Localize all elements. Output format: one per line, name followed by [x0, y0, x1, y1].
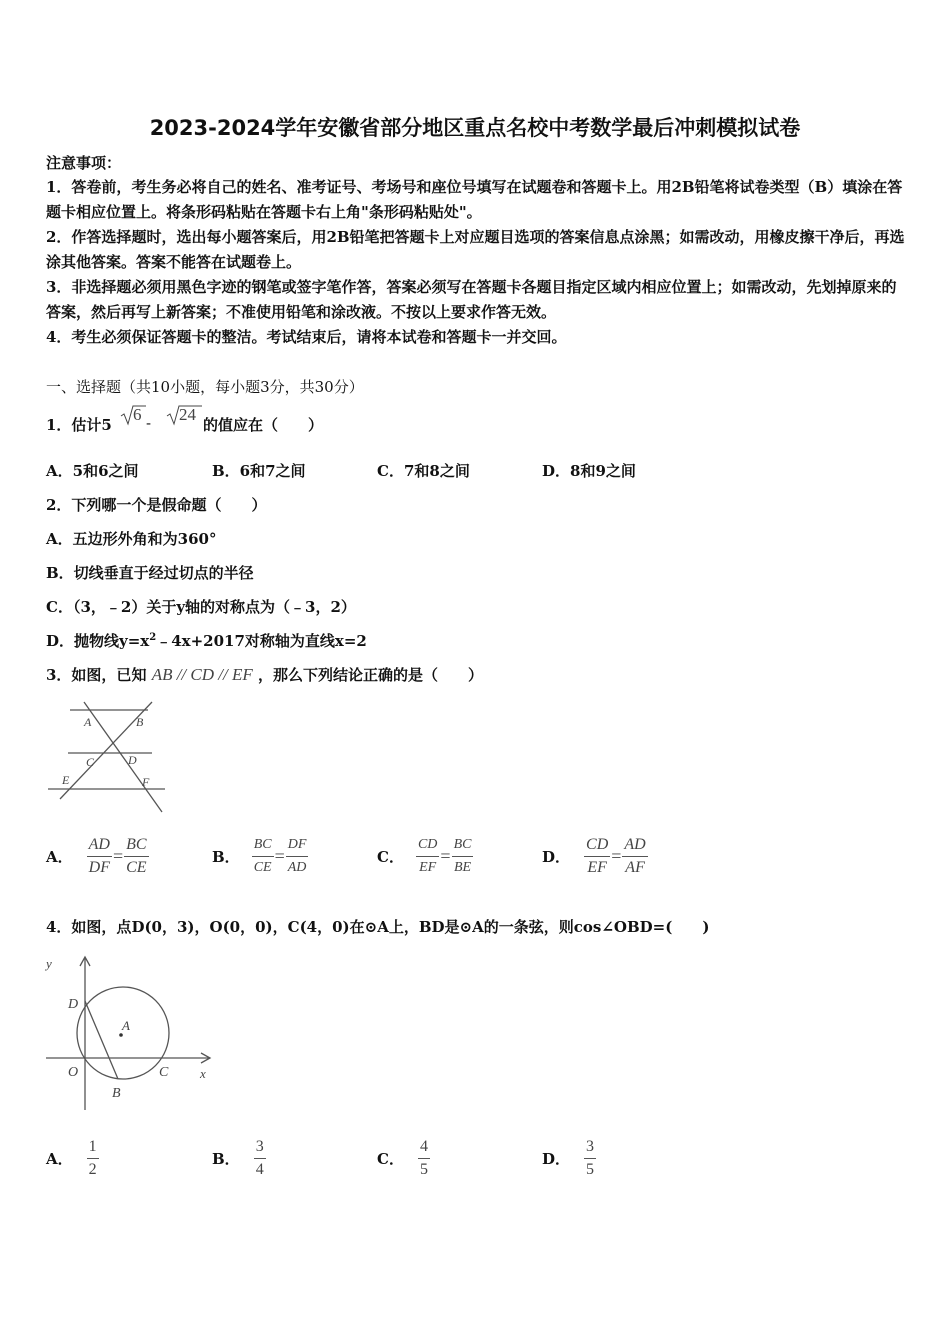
label-o: O: [68, 1065, 79, 1080]
numerator: BC: [452, 834, 474, 857]
fraction: [254, 1136, 266, 1181]
chord-bd: [85, 1001, 118, 1079]
equals-sign: =: [274, 845, 285, 866]
label-d: D: [128, 753, 137, 767]
denominator: DF: [88, 858, 110, 876]
q1-option-a[interactable]: A．5和6之间: [46, 462, 139, 480]
option-label: D．: [542, 847, 571, 866]
section-heading: 一、选择题（共10小题，每小题3分，共30分）: [46, 378, 364, 396]
numerator: DF: [286, 834, 309, 857]
denominator: 4: [255, 1160, 264, 1178]
q2-option-d-exponent: 2: [149, 632, 157, 643]
question-3-stem: [46, 664, 483, 685]
q1-minus: -: [146, 414, 152, 432]
transversal-ad: [84, 702, 162, 812]
fraction: [124, 834, 148, 879]
equals-sign: =: [112, 845, 124, 866]
question-2-stem: 2．下列哪一个是假命题（ ）: [46, 496, 267, 514]
numerator: BC: [124, 834, 148, 857]
denominator: CE: [253, 859, 272, 875]
q2-option-d-prefix: D．抛物线y=x: [46, 632, 150, 650]
denominator: EF: [587, 858, 607, 876]
option-label: C．: [377, 847, 404, 866]
denominator: BE: [453, 859, 472, 875]
q3-suffix: ，那么下列结论正确的是（ ）: [257, 666, 483, 684]
q2-option-d[interactable]: [46, 630, 367, 651]
option-label: B．: [212, 847, 240, 866]
q2-option-d-suffix: ﹣4x+2017对称轴为直线x=2: [156, 632, 367, 650]
label-e: E: [62, 773, 70, 787]
q1-option-c[interactable]: C．7和8之间: [377, 462, 470, 480]
notes-heading: 注意事项：: [46, 154, 122, 172]
q4-option-a[interactable]: [46, 1134, 99, 1182]
label-x: x: [200, 1066, 206, 1081]
fraction: [87, 1136, 99, 1181]
circle-a: [77, 987, 169, 1079]
numerator: CD: [416, 834, 439, 857]
q3-prefix: 3．如图，已知: [46, 666, 147, 684]
option-label: C．: [377, 1149, 404, 1168]
denominator: EF: [419, 859, 437, 875]
fraction: [87, 834, 112, 879]
q3-option-d[interactable]: [542, 832, 648, 880]
denominator: 2: [88, 1160, 97, 1178]
note-item-4: 4．考生必须保证答题卡的整洁。考试结束后，请将本试卷和答题卡一并交回。: [46, 328, 567, 346]
label-f: F: [142, 775, 150, 789]
denominator: 5: [586, 1160, 595, 1178]
label-d: D: [68, 997, 79, 1012]
fraction: [252, 834, 274, 879]
fraction: [416, 834, 439, 879]
fraction: [286, 834, 309, 879]
option-label: A．: [46, 847, 73, 866]
fraction: [584, 1136, 596, 1181]
numerator: BC: [252, 834, 274, 857]
q1-suffix: 的值应在（ ）: [203, 416, 324, 434]
denominator: 5: [419, 1160, 428, 1178]
numerator: 4: [418, 1136, 430, 1159]
fraction: [452, 834, 474, 879]
q2-option-a[interactable]: A．五边形外角和为360°: [46, 530, 217, 548]
denominator: CE: [126, 858, 147, 876]
q3-option-a[interactable]: [46, 832, 149, 880]
fraction: [418, 1136, 430, 1181]
q3-option-c[interactable]: [377, 832, 473, 880]
q1-option-d[interactable]: D．8和9之间: [542, 462, 636, 480]
q4-option-b[interactable]: [212, 1134, 266, 1182]
q3-option-b[interactable]: [212, 832, 308, 880]
equals-sign: =: [611, 845, 622, 866]
label-b: B: [112, 1086, 121, 1101]
q3-figure: [44, 698, 170, 818]
q4-option-d[interactable]: [542, 1134, 596, 1182]
q1-radicand-2: 24: [179, 405, 196, 424]
label-a: A: [122, 1018, 130, 1033]
q1-radicand-1: 6: [133, 405, 142, 424]
q1-option-b[interactable]: B．6和7之间: [212, 462, 306, 480]
fraction: [584, 834, 610, 879]
label-c: C: [159, 1065, 169, 1080]
option-label: B．: [212, 1149, 240, 1168]
q4-figure: [42, 952, 218, 1114]
q2-option-b[interactable]: B．切线垂直于经过切点的半径: [46, 564, 254, 582]
note-item-1: 1．答卷前，考生务必将自己的姓名、准考证号、考场号和座位号填写在试题卷和答题卡上。用2B铅笔将试卷类型（B）填涂在答题卡相应位置上。将条形码粘贴在答题卡右上角"条形码粘贴处"。: [46, 178, 903, 221]
note-item-2: 2．作答选择题时，选出每小题答案后，用2B铅笔把答题卡上对应题目选项的答案信息点涂黑；如需改动，用橡皮擦干净后，再选涂其他答案。答案不能答在试题卷上。: [46, 228, 905, 271]
equals-sign: =: [440, 845, 451, 866]
numerator: 3: [254, 1136, 266, 1159]
page-title: 2023-2024学年安徽省部分地区重点名校中考数学最后冲刺模拟试卷: [149, 116, 801, 140]
numerator: AD: [87, 834, 112, 857]
option-label: D．: [542, 1149, 571, 1168]
denominator: AF: [625, 858, 645, 876]
note-item-3: 3．非选择题必须用黑色字迹的钢笔或签字笔作答，答案必须写在答题卡各题目指定区域内相应位置上；如需改动，先划掉原来的答案，然后再写上新答案；不准使用铅笔和涂改液。不按以上要求作答无效。: [46, 278, 897, 321]
numerator: CD: [584, 834, 610, 857]
numerator: 1: [87, 1136, 99, 1159]
numerator: 3: [584, 1136, 596, 1159]
option-label: A．: [46, 1149, 73, 1168]
fraction: [622, 834, 647, 879]
label-y: y: [46, 956, 52, 971]
q2-option-c[interactable]: C．（3，﹣2）关于y轴的对称点为（﹣3，2）: [46, 598, 356, 616]
label-c: C: [86, 755, 95, 769]
numerator: AD: [622, 834, 647, 857]
label-b: B: [136, 715, 144, 729]
denominator: AD: [287, 859, 307, 875]
q4-option-c[interactable]: [377, 1134, 430, 1182]
question-4-stem: 4．如图，点D(0，3)，O(0，0)，C(4，0)在⊙A上，BD是⊙A的一条弦，则cos∠OBD=( ): [46, 918, 710, 936]
label-a: A: [84, 715, 92, 729]
center-point-a: [119, 1033, 123, 1037]
q1-prefix: 1．估计5: [46, 416, 112, 434]
q3-parallel-math: AB // CD // EF: [151, 665, 253, 684]
